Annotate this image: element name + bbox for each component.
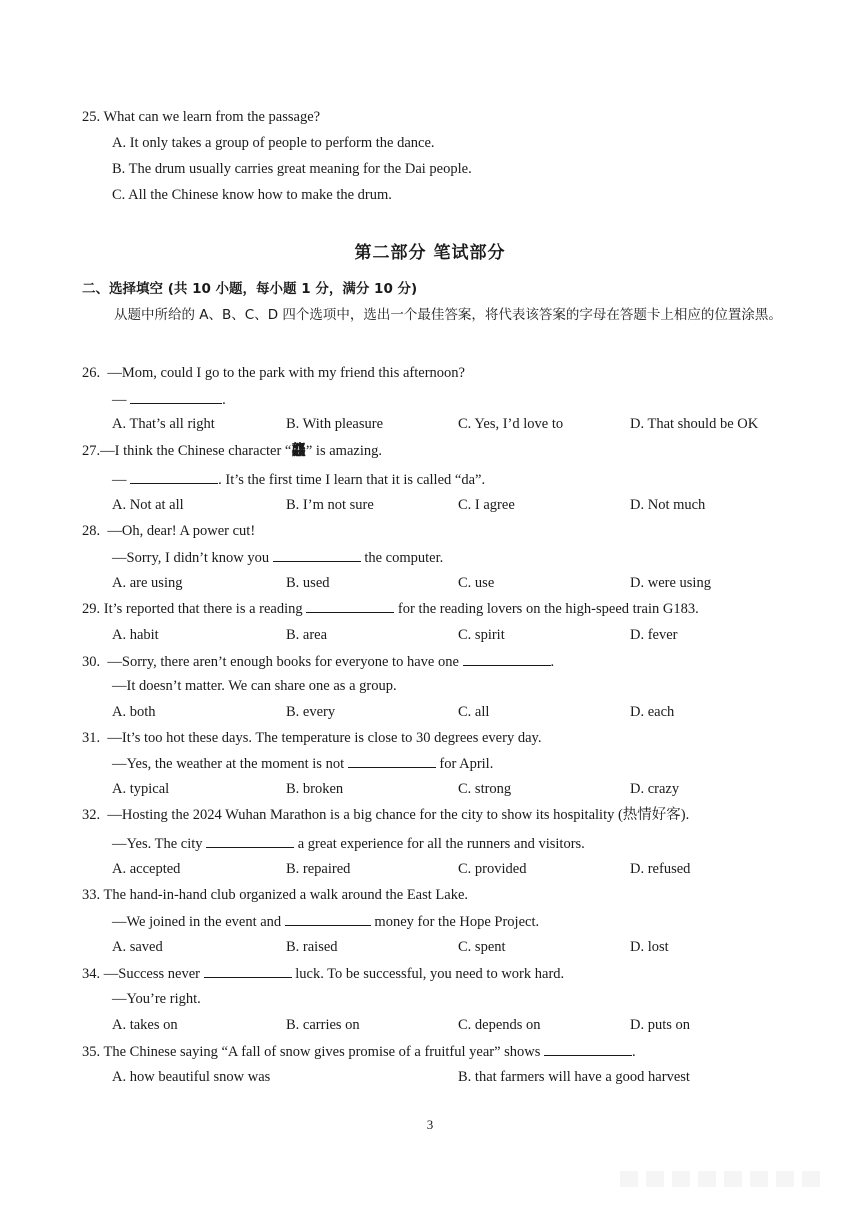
q25-option-b: B. The drum usually carries great meaning for the Dai people. — [112, 161, 472, 177]
answer-blank — [130, 470, 218, 484]
q30-line2: —It doesn’t matter. We can share one as a group. — [112, 678, 397, 694]
q26-line1: 26. —Mom, could I go to the park with my friend this afternoon? — [82, 365, 465, 381]
q29-line1: 29. It’s reported that there is a reading for the reading lovers on the high-speed train G183. — [82, 601, 699, 617]
q31-line1: 31. —It’s too hot these days. The temperature is close to 30 degrees every day. — [82, 730, 542, 746]
q28-option-d: D. were using — [630, 575, 711, 591]
q32-option-a: A. accepted — [112, 861, 181, 877]
q31-option-d: D. crazy — [630, 781, 680, 797]
q34-option-a: A. takes on — [112, 1017, 178, 1033]
q35-option-a: A. how beautiful snow was — [112, 1069, 271, 1085]
q33-option-d: D. lost — [630, 939, 669, 955]
page-number: 3 — [426, 1117, 434, 1132]
q32-line1: 32. —Hosting the 2024 Wuhan Marathon is a big chance for the city to show its hospitality (热情好客). — [82, 807, 690, 823]
answer-blank — [544, 1042, 632, 1056]
q29-option-a: A. habit — [112, 627, 159, 643]
answer-blank — [273, 548, 361, 562]
q27-line1: 27.—I think the Chinese character “龘” is amazing. — [82, 443, 382, 459]
q31-option-c: C. strong — [458, 781, 512, 797]
q31-option-b: B. broken — [286, 781, 344, 797]
q30-option-d: D. each — [630, 704, 675, 720]
q25-stem: 25. What can we learn from the passage? — [82, 109, 321, 125]
q31-option-a: A. typical — [112, 781, 170, 797]
q30-line1: 30. —Sorry, there aren’t enough books for everyone to have one . — [82, 654, 555, 670]
answer-blank — [463, 652, 551, 666]
answer-blank — [204, 964, 292, 978]
part-title: 第二部分 笔试部分 — [354, 243, 506, 263]
q29-option-b: B. area — [286, 627, 328, 643]
q33-option-b: B. raised — [286, 939, 338, 955]
q30-option-a: A. both — [112, 704, 156, 720]
q25-option-a: A. It only takes a group of people to perform the dance. — [112, 135, 435, 151]
q27-option-d: D. Not much — [630, 497, 706, 513]
q26-option-c: C. Yes, I’d love to — [458, 416, 564, 432]
q28-option-c: C. use — [458, 575, 495, 591]
q34-option-b: B. carries on — [286, 1017, 360, 1033]
answer-blank — [348, 754, 436, 768]
q26-option-d: D. That should be OK — [630, 416, 759, 432]
q34-option-c: C. depends on — [458, 1017, 541, 1033]
answer-blank — [306, 599, 394, 613]
q27-option-a: A. Not at all — [112, 497, 184, 513]
q26-option-b: B. With pleasure — [286, 416, 384, 432]
q33-option-a: A. saved — [112, 939, 163, 955]
q30-option-b: B. every — [286, 704, 336, 720]
q29-option-c: C. spirit — [458, 627, 505, 643]
section-instruction: 从题中所给的 A、B、C、D 四个选项中，选出一个最佳答案，将代表该答案的字母在答题卡上相应的位置涂黑。 — [114, 307, 782, 323]
q28-line1: 28. —Oh, dear! A power cut! — [82, 523, 256, 539]
q33-option-c: C. spent — [458, 939, 506, 955]
q32-option-b: B. repaired — [286, 861, 351, 877]
q26-line2: — . — [112, 392, 226, 408]
answer-blank — [206, 834, 294, 848]
q28-option-a: A. are using — [112, 575, 183, 591]
q33-line2: —We joined in the event and money for the Hope Project. — [112, 914, 540, 930]
q35-line1: 35. The Chinese saying “A fall of snow gives promise of a fruitful year” shows . — [82, 1044, 636, 1060]
q27-option-b: B. I’m not sure — [286, 497, 374, 513]
q29-option-d: D. fever — [630, 627, 678, 643]
q26-option-a: A. That’s all right — [112, 416, 215, 432]
q34-option-d: D. puts on — [630, 1017, 691, 1033]
section-heading: 二、选择填空 (共 10 小题，每小题 1 分，满分 10 分) — [82, 281, 418, 297]
q28-line2: —Sorry, I didn’t know you the computer. — [112, 550, 444, 566]
answer-blank — [130, 390, 222, 404]
q27-line2: — . It’s the first time I learn that it is called “da”. — [112, 472, 486, 488]
q33-line1: 33. The hand-in-hand club organized a walk around the East Lake. — [82, 887, 469, 903]
q31-line2: —Yes, the weather at the moment is not for April. — [112, 756, 494, 772]
q30-option-c: C. all — [458, 704, 490, 720]
q35-option-b: B. that farmers will have a good harvest — [458, 1069, 690, 1085]
q34-line1: 34. —Success never luck. To be successful, you need to work hard. — [82, 966, 565, 982]
q27-option-c: C. I agree — [458, 497, 515, 513]
scan-artifact — [620, 1171, 820, 1187]
answer-blank — [285, 912, 371, 926]
q32-line2: —Yes. The city a great experience for all the runners and visitors. — [112, 836, 585, 852]
q28-option-b: B. used — [286, 575, 330, 591]
q32-option-c: C. provided — [458, 861, 527, 877]
q32-option-d: D. refused — [630, 861, 691, 877]
q25-option-c: C. All the Chinese know how to make the drum. — [112, 187, 392, 203]
q34-line2: —You’re right. — [112, 991, 201, 1007]
